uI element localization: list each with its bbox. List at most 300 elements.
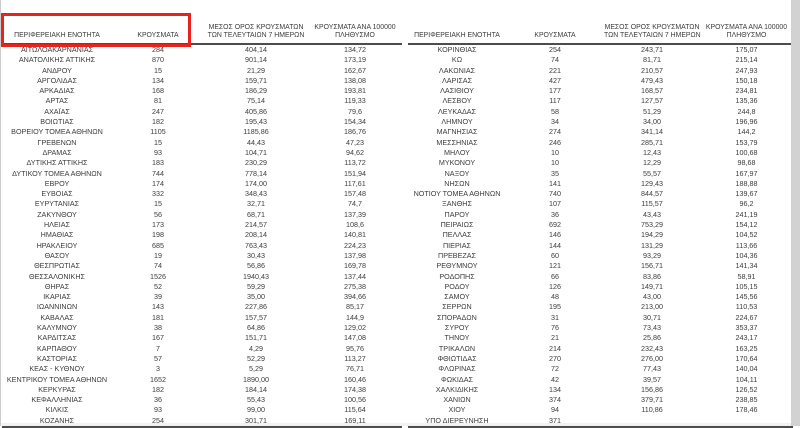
avg7-cell: 51,29 [643,106,661,116]
avg7-cell: 34,00 [643,117,661,127]
per100k-cell: 169,78 [344,261,366,271]
region-cell: ΧΑΝΙΩΝ [443,395,471,405]
region-cell: ΦΛΩΡΙΝΑΣ [438,364,476,374]
region-header: ΠΕΡΙΦΕΡΕΙΑΚΗ ΕΝΟΤΗΤΑ [408,15,506,44]
cases-cell: 371 [506,416,604,427]
avg7-cell: 184,14 [245,384,267,394]
cases-cell: 274 [549,127,561,137]
per100k-cell: 173,19 [344,55,366,65]
cases-cell: 744 [152,168,164,178]
table-row [2,169,402,179]
region-cell: ΠΡΕΒΕΖΑΣ [438,250,476,260]
table-row [408,354,793,364]
avg7-cell: 55,43 [247,395,265,405]
cases-cell: 3 [156,364,160,374]
avg7-cell: 149,71 [641,281,663,291]
per100k-header: ΚΡΟΥΣΜΑΤΑ ΑΝΑ 100000 ΠΛΗΘΥΣΜΟ [700,15,793,44]
table-row [408,76,793,86]
per100k-cell: 153,79 [735,137,758,147]
avg7-cell: 12,29 [643,158,661,168]
cases-cell: 427 [549,75,561,85]
region-cell: ΠΑΡΟΥ [444,209,470,219]
table-row [2,282,402,292]
table-row [2,405,402,415]
avg7-cell: 52,29 [247,353,265,363]
table-row [2,302,402,312]
cases-cell: 42 [551,374,559,384]
per100k-cell: 104,11 [735,374,758,384]
region-cell: ΚΑΣΤΟΡΙΑΣ [37,353,77,363]
region-cell: ΔΡΑΜΑΣ [42,147,72,157]
per100k-cell: 100,68 [735,147,758,157]
table-row [2,96,402,106]
region-cell: ΝΟΤΙΟΥ ΤΟΜΕΑ ΑΘΗΝΩΝ [413,189,501,199]
per100k-cell: 76,71 [346,364,364,374]
region-cell: ΚΑΛΥΜΝΟΥ [37,323,77,333]
per100k-cell: 119,33 [344,96,366,106]
table-row [2,179,402,189]
table-row [2,107,402,117]
per100k-cell: 175,07 [735,45,758,54]
per100k-cell: 58,91 [737,271,756,281]
cases-cell: 146 [549,230,561,240]
table-row [408,302,793,312]
avg7-cell: 230,29 [245,158,267,168]
avg7-cell: 43,00 [643,292,661,302]
per100k-cell: 79,6 [348,106,362,116]
regional-units-table-right [408,15,793,428]
region-cell: ΚΙΛΚΙΣ [45,405,69,415]
per100k-cell: 74,7 [348,199,362,209]
table-row [408,55,793,65]
table-row [2,395,402,405]
region-cell: ΘΗΡΑΣ [44,281,70,291]
cases-cell: 72 [551,364,559,374]
avg7-cell: 104,71 [245,147,267,157]
table-body-left [2,44,402,427]
region-cell: ΤΡΙΚΑΛΩΝ [438,343,476,353]
cases-cell: 254 [549,45,561,54]
cases-cell: 270 [549,353,561,363]
per100k-cell: 113,72 [344,158,366,168]
per100k-cell: 167,97 [735,168,758,178]
avg7-cell: 1940,43 [243,271,269,281]
per100k-cell: 160,46 [344,374,366,384]
region-header: ΠΕΡΙΦΕΡΕΙΑΚΗ ΕΝΟΤΗΤΑ [2,15,112,44]
table-row [408,230,793,240]
cases-cell: 692 [549,220,561,230]
table-header-row [408,15,793,44]
avg7-cell: 174,00 [245,178,267,188]
right-edge-strip [791,0,800,426]
region-cell: ΧΑΛΚΙΔΙΚΗΣ [435,384,479,394]
avg7-cell: 763,43 [245,240,267,250]
cases-cell: 198 [152,230,164,240]
table-row [2,272,402,282]
per100k-cell: 186,76 [344,127,366,137]
region-cell: ΚΟΖΑΝΗΣ [2,416,112,427]
cases-header: ΚΡΟΥΣΜΑΤΑ [506,15,604,44]
avg7-cell: 73,43 [643,323,661,333]
table-row [2,313,402,323]
region-cell: ΚΕΡΚΥΡΑΣ [38,384,76,394]
cases-cell: 36 [154,395,162,405]
per100k-cell: 243,17 [735,333,758,343]
table-row [2,76,402,86]
table-row [2,127,402,137]
region-cell: ΔΥΤΙΚΗΣ ΑΤΤΙΚΗΣ [26,158,88,168]
avg7-cell: 12,43 [643,147,661,157]
region-cell: ΑΧΑΪΑΣ [44,106,70,116]
per100k-cell: 162,67 [344,65,366,75]
table-row [2,385,402,395]
region-cell: ΡΟΔΟΥ [444,281,470,291]
per100k-cell: 115,64 [344,405,366,415]
regional-units-table-left [2,15,402,428]
per100k-cell: 137,39 [344,209,366,219]
cases-cell: 254 [112,416,204,427]
red-highlight-box [1,13,191,47]
avg7-cell: 186,29 [245,86,267,96]
table-row [408,86,793,96]
avg7-cell: 901,14 [245,55,267,65]
cases-cell: 173 [152,220,164,230]
avg7-header: ΜΕΣΟΣ ΟΡΟΣ ΚΡΟΥΣΜΑΤΩΝ ΤΩΝ ΤΕΛΕΥΤΑΙΩΝ 7 ΗΜΕΡΩΝ [604,15,700,44]
avg7-cell: 56,86 [247,261,265,271]
region-cell: ΝΑΞΟΥ [444,168,470,178]
cases-cell: 246 [549,137,561,147]
per100k-cell: 140,81 [344,230,366,240]
region-cell: ΚΑΡΠΑΘΟΥ [37,343,77,353]
region-cell: ΣΠΟΡΑΔΩΝ [437,312,477,322]
cases-cell: 332 [152,189,164,199]
table-row [408,220,793,230]
region-cell: ΛΕΣΒΟΥ [442,96,472,106]
per100k-cell: 174,38 [344,384,366,394]
per100k-cell: 157,48 [344,189,366,199]
cases-cell: 81 [154,96,162,106]
per100k-cell: 154,34 [344,117,366,127]
table-row [408,210,793,220]
table-row [2,375,402,385]
avg7-cell: 210,57 [641,65,663,75]
region-cell: ΥΠΟ ΔΙΕΡΕΥΝΗΣΗ [408,416,506,427]
per100k-cell: 126,52 [735,384,758,394]
table-row [2,292,402,302]
cases-cell: 1652 [150,374,166,384]
avg7-cell: 129,43 [641,178,663,188]
table-row [408,241,793,251]
cases-cell: 183 [152,158,164,168]
avg7-cell: 4,29 [249,343,263,353]
per100k-cell: 247,93 [735,65,758,75]
cases-cell: 66 [551,271,559,281]
region-cell: ΑΡΓΟΛΙΔΑΣ [37,75,77,85]
per100k-cell: 140,04 [735,364,758,374]
per100k-cell: 215,14 [735,55,758,65]
table-row [2,333,402,343]
region-cell: ΕΥΡΥΤΑΝΙΑΣ [34,199,80,209]
avg7-cell: 214,57 [245,220,267,230]
cases-cell: 52 [154,281,162,291]
table-row [2,117,402,127]
cases-cell: 15 [154,65,162,75]
region-cell: ΘΕΣΠΡΩΤΙΑΣ [34,261,80,271]
table-row [408,344,793,354]
table-row [408,323,793,333]
table-row [2,251,402,261]
avg7-cell: 341,14 [641,127,663,137]
cases-cell: 38 [154,323,162,333]
avg7-cell [604,416,700,427]
cases-cell: 167 [152,333,164,343]
region-cell: ΜΥΚΟΝΟΥ [438,158,476,168]
cases-cell: 284 [152,45,164,54]
avg7-cell: 151,71 [245,333,267,343]
region-cell: ΗΛΕΙΑΣ [43,220,71,230]
cases-cell: 195 [549,302,561,312]
region-cell: ΑΡΤΑΣ [45,96,69,106]
table-row [408,333,793,343]
avg7-cell: 285,71 [641,137,663,147]
per100k-cell: 94,62 [346,147,364,157]
avg7-cell: 348,43 [245,189,267,199]
region-cell: ΖΑΚΥΝΘΟΥ [37,209,77,219]
region-cell: ΚΕΝΤΡΙΚΟΥ ΤΟΜΕΑ ΑΘΗΝΩΝ [6,374,108,384]
table-row [408,416,793,427]
table-row [408,158,793,168]
per100k-cell: 96,2 [739,199,754,209]
region-cell: ΜΑΓΝΗΣΙΑΣ [436,127,478,137]
left-edge-line [0,0,1,426]
cases-cell: 117 [549,96,561,106]
table-row [2,261,402,271]
per100k-cell: 353,37 [735,323,758,333]
avg7-cell: 168,57 [641,86,663,96]
cases-cell: 48 [551,292,559,302]
avg7-cell: 243,71 [641,45,663,54]
region-cell: ΕΥΒΟΙΑΣ [41,189,73,199]
table-row [408,261,793,271]
table-row [2,158,402,168]
region-cell: ΚΕΦΑΛΛΗΝΙΑΣ [31,395,83,405]
table-row [408,117,793,127]
cases-cell: 1526 [150,271,166,281]
region-cell: ΠΕΙΡΑΙΩΣ [440,220,474,230]
region-cell: ΡΕΘΥΜΝΟΥ [436,261,478,271]
table-row [2,241,402,251]
avg7-cell: 64,86 [247,323,265,333]
per100k-cell: 196,96 [735,117,758,127]
region-cell: ΚΩ [451,55,463,65]
cases-cell: 181 [152,312,164,322]
per100k-cell: 238,85 [735,395,758,405]
table-row [408,138,793,148]
per100k-cell: 178,46 [735,405,758,415]
cases-cell: 60 [551,250,559,260]
table-row [2,210,402,220]
per100k-cell: 137,98 [344,250,366,260]
per100k-cell: 105,15 [735,281,758,291]
cases-cell: 134 [152,75,164,85]
per100k-cell: 85,17 [346,302,364,312]
table-row [408,107,793,117]
table-row [408,385,793,395]
per100k-cell: 144,9 [346,312,364,322]
avg7-cell: 32,71 [247,199,265,209]
table-row [2,86,402,96]
avg7-cell: 127,57 [641,96,663,106]
table-row [408,127,793,137]
region-cell: ΠΕΛΛΑΣ [442,230,472,240]
region-cell: ΘΑΣΟΥ [44,250,70,260]
per100k-cell: 145,56 [735,292,758,302]
region-cell: ΑΝΔΡΟΥ [42,65,72,75]
region-cell: ΘΕΣΣΑΛΟΝΙΚΗΣ [29,271,85,281]
per100k-cell: 170,64 [735,353,758,363]
cases-cell: 126 [549,281,561,291]
region-cell: ΛΗΜΝΟΥ [441,117,473,127]
table-row [2,199,402,209]
avg7-cell: 157,57 [245,312,267,322]
region-cell: ΚΕΑΣ - ΚΥΘΝΟΥ [29,364,85,374]
per100k-cell: 113,27 [344,353,366,363]
region-cell: ΗΜΑΘΙΑΣ [40,230,74,240]
avg7-cell: 75,14 [247,96,265,106]
table-row [2,344,402,354]
avg7-cell: 5,29 [249,364,263,374]
region-cell: ΝΗΣΩΝ [444,178,470,188]
region-cell: ΧΙΟΥ [448,405,466,415]
cases-cell: 214 [549,343,561,353]
region-cell: ΕΒΡΟΥ [44,178,70,188]
table-row [2,189,402,199]
cases-cell: 174 [152,178,164,188]
per100k-cell: 224,23 [344,240,366,250]
avg7-cell: 1185,86 [243,127,269,137]
region-cell: ΣΕΡΡΩΝ [442,302,472,312]
per100k-cell: 95,76 [346,343,364,353]
table-row [408,364,793,374]
avg7-cell: 227,86 [245,302,267,312]
region-cell: ΛΑΚΩΝΙΑΣ [438,65,476,75]
per100k-cell: 144,2 [737,127,756,137]
avg7-cell: 43,43 [643,209,661,219]
per100k-cell: 163,25 [735,343,758,353]
table-row [408,251,793,261]
avg7-cell: 1890,00 [243,374,269,384]
table-row [408,405,793,415]
table-row [2,230,402,240]
per100k-cell: 104,52 [735,230,758,240]
table-row [2,220,402,230]
cases-cell: 74 [154,261,162,271]
avg7-cell: 131,29 [641,240,663,250]
avg7-cell: 479,43 [641,75,663,85]
per100k-header: ΚΡΟΥΣΜΑΤΑ ΑΝΑ 100000 ΠΛΗΘΥΣΜΟ [308,15,402,44]
cases-cell: 143 [152,302,164,312]
cases-cell: 7 [156,343,160,353]
cases-cell: 93 [154,147,162,157]
avg7-cell: 77,43 [643,364,661,374]
avg7-cell: 844,57 [641,189,663,199]
cases-cell: 685 [152,240,164,250]
per100k-cell: 110,53 [735,302,758,312]
table-row [408,66,793,76]
region-cell: ΓΡΕΒΕΝΩΝ [37,137,77,147]
per100k-cell: 47,23 [346,137,364,147]
regional-cases-tables [2,15,793,428]
avg7-cell: 301,71 [204,416,308,427]
per100k-cell: 113,66 [735,240,758,250]
region-cell: ΛΕΥΚΑΔΑΣ [437,106,476,116]
avg7-cell: 404,14 [245,45,267,54]
table-row [408,179,793,189]
avg7-cell: 99,00 [247,405,265,415]
avg7-cell: 81,71 [643,55,661,65]
table-row [408,148,793,158]
cases-cell: 76 [551,323,559,333]
region-cell: ΛΑΣΙΘΙΟΥ [440,86,474,96]
cases-cell: 93 [154,405,162,415]
region-cell: ΚΑΒΑΛΑΣ [40,312,74,322]
region-cell: ΙΚΑΡΙΑΣ [43,292,71,302]
avg7-cell: 35,00 [247,292,265,302]
per100k-cell: 104,36 [735,250,758,260]
cases-cell: 56 [154,209,162,219]
region-cell: ΜΗΛΟΥ [444,147,470,157]
per100k-cell: 151,94 [344,168,366,178]
table-row [408,272,793,282]
region-cell: ΠΙΕΡΙΑΣ [442,240,471,250]
region-cell: ΚΑΡΔΙΤΣΑΣ [37,333,77,343]
per100k-cell: 275,38 [344,281,366,291]
cases-cell: 182 [152,384,164,394]
per100k-cell: 139,67 [735,189,758,199]
table-row [408,313,793,323]
per100k-cell: 141,34 [735,261,758,271]
cases-cell: 141 [549,178,561,188]
cases-cell: 15 [154,137,162,147]
table-row [408,189,793,199]
avg7-cell: 276,00 [641,353,663,363]
per100k-cell: 137,44 [344,271,366,281]
region-cell: ΞΑΝΘΗΣ [442,199,472,209]
cases-cell: 21 [551,333,559,343]
region-cell: ΦΘΙΩΤΙΔΑΣ [437,353,477,363]
avg7-cell: 213,00 [641,302,663,312]
per100k-cell: 147,08 [344,333,366,343]
cases-cell: 94 [551,405,559,415]
avg7-cell: 156,86 [641,384,663,394]
cases-cell: 182 [152,117,164,127]
region-cell: ΛΑΡΙΣΑΣ [441,75,473,85]
table-row [408,169,793,179]
per100k-cell: 134,72 [344,45,366,54]
cases-cell: 134 [549,384,561,394]
avg7-cell: 159,71 [245,75,267,85]
avg7-header: ΜΕΣΟΣ ΟΡΟΣ ΚΡΟΥΣΜΑΤΩΝ ΤΩΝ ΤΕΛΕΥΤΑΙΩΝ 7 ΗΜΕΡΩΝ [204,15,308,44]
region-cell: ΣΑΜΟΥ [444,292,470,302]
region-cell: ΜΕΣΣΗΝΙΑΣ [436,137,478,147]
cases-cell: 870 [152,55,164,65]
per100k-cell: 169,11 [308,416,402,427]
region-cell: ΦΩΚΙΔΑΣ [441,374,473,384]
region-cell: ΗΡΑΚΛΕΙΟΥ [36,240,78,250]
avg7-cell: 194,29 [641,230,663,240]
cases-cell: 57 [154,353,162,363]
per100k-cell: 193,81 [344,86,366,96]
